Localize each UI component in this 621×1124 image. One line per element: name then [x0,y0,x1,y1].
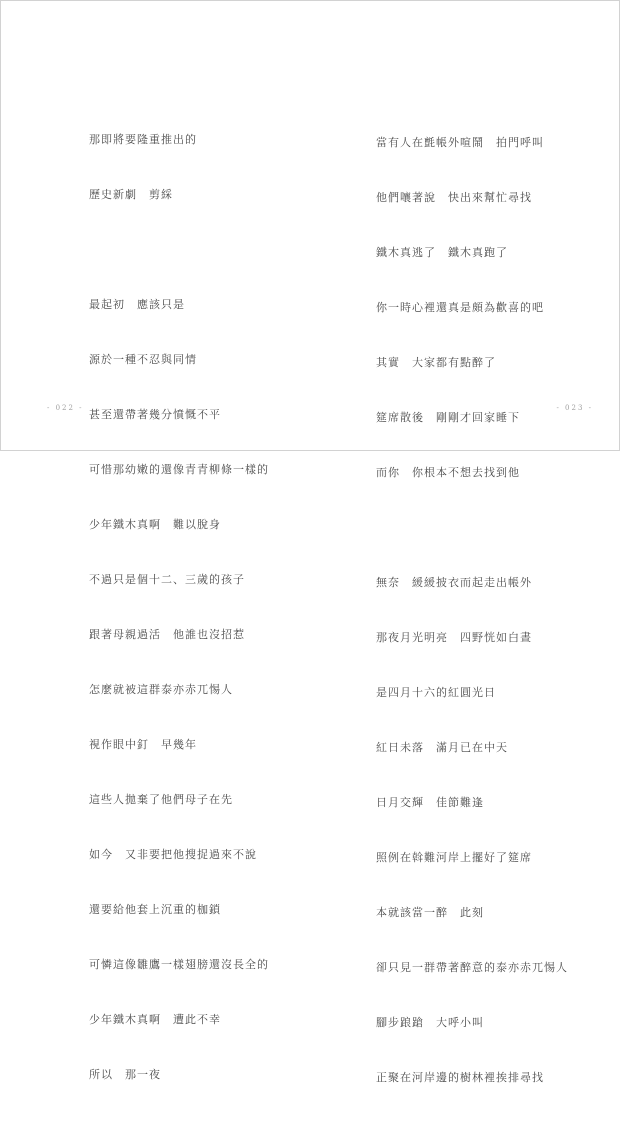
left-page [1,1,311,1081]
poem-line: 鐵木真逃了 鐵木真跑了 [376,246,508,259]
poem-line: 筵席散後 剛剛才回家睡下 [376,411,520,424]
poem-line: 當有人在氈帳外喧鬧 拍門呼叫 [376,136,544,149]
poem-line: 無奈 緩緩披衣而起走出帳外 [376,576,532,589]
poem-line: 源於一種不忍與同情 [89,353,197,366]
poem-line: 可惜那幼嫩的還像青青柳條一樣的 [89,463,269,476]
poem-line: 日月交輝 佳節難逢 [376,796,484,809]
page-number-right: - 023 - [556,404,593,412]
poem-line: 最起初 應該只是 [89,298,185,311]
page-number-left: - 022 - [47,404,84,412]
poem-line: 紅日未落 滿月已在中天 [376,741,508,754]
poem-line: 還要給他套上沉重的枷鎖 [89,903,221,916]
poem-line: 是四月十六的紅圓光日 [376,686,496,699]
poem-line: 照例在斡難河岸上擺好了筵席 [376,851,532,864]
poem-line: 少年鐵木真啊 遭此不幸 [89,1013,221,1026]
poem-line: 所以 那一夜 [89,1068,161,1081]
poem-line: 你一時心裡還真是頗為歡喜的吧 [376,301,544,314]
poem-line: 怎麼就被這群泰亦赤兀惕人 [89,683,233,696]
poem-line: 那即將要隆重推出的 [89,133,197,146]
poem-line: 其實 大家都有點醉了 [376,356,496,369]
left-poem-column [89,93,269,1121]
poem-line: 不過只是個十二、三歲的孩子 [89,573,245,586]
right-page [311,1,621,1084]
poem-line: 他們嚷著說 快出來幫忙尋找 [376,191,532,204]
poem-line: 跟著母親過活 他誰也沒招惹 [89,628,245,641]
poem-line: 這些人拋棄了他們母子在先 [89,793,233,806]
right-poem-column [376,96,568,1124]
poem-line: 而你 你根本不想去找到他 [376,466,520,479]
poem-line: 卻只見一群帶著醉意的泰亦赤兀惕人 [376,961,568,974]
poem-line: 那夜月光明亮 四野恍如白晝 [376,631,532,644]
poem-line: 可憐這像雛鷹一樣翅膀還沒長全的 [89,958,269,971]
poem-line: 歷史新劇 剪綵 [89,188,173,201]
poem-line: 本就該當一醉 此刻 [376,906,484,919]
poem-line: 視作眼中釘 早幾年 [89,738,197,751]
poem-line-blank [376,519,568,536]
poem-line: 甚至還帶著幾分憤慨不平 [89,408,221,421]
poem-line: 少年鐵木真啊 難以脫身 [89,518,221,531]
poem-line-blank [89,241,269,258]
poem-line: 腳步踉蹌 大呼小叫 [376,1016,484,1029]
poem-line: 正聚在河岸邊的樹林裡挨排尋找 [376,1071,544,1084]
poem-line: 如今 又非要把他搜捉過來不說 [89,848,257,861]
